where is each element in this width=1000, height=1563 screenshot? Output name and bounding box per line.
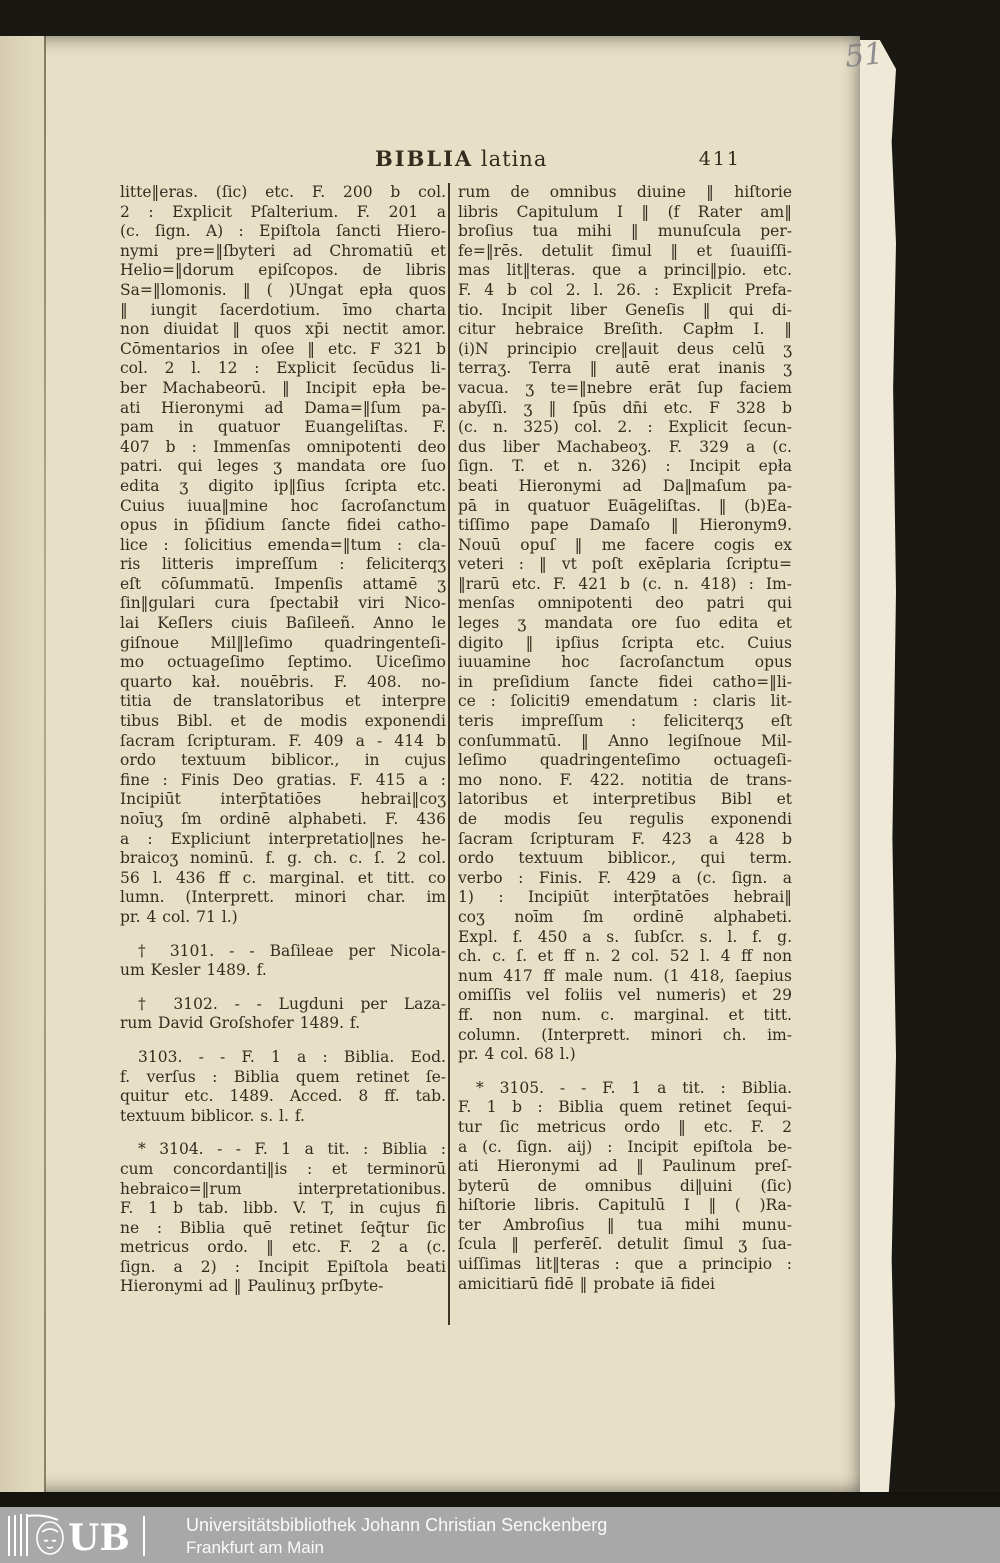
text-line: lice : ſolicitius emenda=‖tum : cla- <box>120 535 446 554</box>
text-line: Incipiūt interp̄tatiōes hebrai‖coʒ <box>120 790 446 809</box>
text-line: menſas omnipotenti deo patri qui <box>458 594 792 613</box>
text-line: ne : Biblia quē retinet ſeq̄tur ſic <box>120 1218 446 1237</box>
footer-bar <box>0 1507 1000 1563</box>
text-line: col. 2 l. 12 : Explicit ſecūdus li- <box>120 359 446 378</box>
text-line: ſacram ſcripturam. F. 409 a - 414 b <box>120 731 446 750</box>
text-line: cum concordanti‖is : et terminorū <box>120 1159 446 1178</box>
text-line: 3103. - - F. 1 a : Biblia. Eod. <box>138 1047 446 1066</box>
paragraph <box>120 1048 446 1126</box>
text-line: hiſtorie libris. Capitulū I ‖ ( )Ra- <box>458 1196 792 1215</box>
text-line: (i)N principio cre‖auit deus celū ʒ <box>458 339 792 358</box>
folio-number: 411 <box>698 148 741 170</box>
text-line: noīuʒ ſm ordinē alphabeti. F. 436 <box>120 810 446 828</box>
text-line: 407 b : Immenſas omnipotenti deo <box>120 437 446 456</box>
text-line: latoribus et interpretibus Bibl et <box>458 790 792 809</box>
text-line: ſin‖gulari cura ſpectabił viri Nico- <box>120 594 446 613</box>
paragraph <box>120 995 446 1034</box>
text-line: iuuamine hoc ſacroſanctum opus <box>458 653 792 672</box>
text-line: rum David Groſshofer 1489. f. <box>120 1014 361 1033</box>
text-line: ſign. a 2) : Incipit Epiſtola beati <box>120 1257 446 1276</box>
paragraph <box>120 1140 446 1297</box>
text-line: Helio=‖dorum epiſcopos. de libris <box>120 261 446 280</box>
text-line: tiſſimo pape Damaſo ‖ Hieronym9. <box>458 516 792 535</box>
text-line: ‖rarū etc. F. 421 b (c. n. 418) : Im- <box>458 574 792 593</box>
text-line: in preſidium ſancte fidei catho=‖li- <box>458 672 792 691</box>
text-line: de modis ſeu regulis exponendi <box>458 810 792 828</box>
text-line: Cuius iuua‖mine hoc ſacroſanctum <box>120 496 446 515</box>
text-line: verbo : Finis. F. 429 a (c. ſign. a <box>458 868 792 887</box>
text-line: leſimo quadringenteſimo octuageſi- <box>458 751 792 770</box>
ub-logo-letters: UB <box>68 1517 130 1558</box>
text-line: dus liber Machabeoʒ. F. 329 a (c. <box>458 437 792 456</box>
paragraph <box>120 942 446 981</box>
text-line: mo octuageſimo ſeptimo. Uiceſimo <box>120 653 446 672</box>
text-line: ff. non num. c. marginal. et titt. <box>458 1005 792 1024</box>
column-divider <box>448 183 450 1325</box>
text-line: um Kesler 1489. f. <box>120 961 267 980</box>
text-line: rum de omnibus diuine ‖ hiſtorie <box>458 183 792 201</box>
text-line: 1) : Incipiūt interp̄tatōes hebrai‖ <box>458 888 792 907</box>
library-name: Universitätsbibliothek Johann Christian Senckenberg <box>186 1515 608 1535</box>
text-line: pr. 4 col. 68 l.) <box>458 1045 576 1064</box>
text-line: * 3104. - - F. 1 a tit. : Biblia : <box>138 1140 446 1159</box>
text-line: ordo textuum biblicor., in cujus <box>120 751 446 770</box>
text-line: tio. Incipit liber Geneſis ‖ qui di- <box>458 300 792 319</box>
ub-library-logo-icon <box>6 1512 176 1558</box>
left-column <box>120 183 446 1333</box>
right-column <box>458 183 792 1333</box>
text-line: mas lit‖teras. que a princi‖pio. etc. <box>458 261 792 280</box>
text-line: quitur etc. 1489. Acced. 8 ff. tab. <box>120 1087 446 1106</box>
text-line: pr. 4 col. 71 l.) <box>120 907 238 926</box>
footer-separator <box>0 1492 1000 1507</box>
text-line: f. verſus : Biblia quem retinet ſe- <box>120 1067 446 1086</box>
text-line: * 3105. - - F. 1 a tit. : Biblia. <box>476 1078 792 1097</box>
text-line: † 3102. - - Lugduni per Laza- <box>138 994 446 1013</box>
text-line: ber Machabeorū. ‖ Incipit epła be- <box>120 378 446 397</box>
text-line: F. 1 b : Biblia quem retinet ſequi- <box>458 1098 792 1117</box>
page-title-sub: latina <box>480 147 548 171</box>
text-line: ordo textuum biblicor., qui term. <box>458 849 792 868</box>
text-line: pā in quatuor Euāgeliſtas. ‖ (b)Ea- <box>458 496 792 515</box>
text-line: litte‖eras. (ſic) etc. F. 200 b col. <box>120 183 446 201</box>
text-line: textuum biblicor. s. l. f. <box>120 1106 305 1125</box>
text-line: tibus Bibl. et de modis exponendi <box>120 712 446 731</box>
text-line: Expl. f. 450 a s. ſubſcr. s. l. f. g. <box>458 927 792 946</box>
text-line: Hieronymi ad ‖ Paulinuʒ prſbyte- <box>120 1277 384 1296</box>
text-line: a (c. ſign. aij) : Incipit epiſtola be- <box>458 1137 792 1156</box>
text-line: abyſſi. ʒ ‖ ſpūs dn̄i etc. F 328 b <box>458 398 792 417</box>
text-line: braicoʒ nominū. f. g. ch. c. ſ. 2 col. <box>120 849 446 868</box>
text-line: hebraico=‖rum interpretationibus. <box>120 1179 446 1198</box>
text-line: ce : ſoliciti9 emendatum : claris lit- <box>458 692 792 711</box>
text-line: a : Expliciunt interpretatio‖nes he- <box>120 829 446 848</box>
text-line: † 3101. - - Baſileae per Nicola- <box>138 941 446 960</box>
page-stack-edge <box>860 40 896 1492</box>
text-line: ſacram ſcripturam F. 423 a 428 b <box>458 829 792 848</box>
footer-text <box>186 1513 607 1559</box>
text-line: ter Ambroſius ‖ tua mihi munu- <box>458 1215 792 1234</box>
text-line: titia de translatoribus et interpre <box>120 692 446 711</box>
text-line: digito ‖ ipſius ſcripta etc. Cuius <box>458 633 792 652</box>
text-line: opus in p̄ſidium ſancte fidei catho- <box>120 516 446 535</box>
text-line: ati Hieronymi ad ‖ Paulinum preſ- <box>458 1157 792 1176</box>
text-line: beati Hieronymi ad Da‖maſum pa- <box>458 476 792 495</box>
paragraph <box>120 183 446 928</box>
text-line: amicitiarū fidē ‖ probate iā fidei <box>458 1274 715 1293</box>
text-line: Cōmentarios in oſee ‖ etc. F 321 b <box>120 339 446 358</box>
text-line: non diuidat ‖ quos xp̄i nectit amor. <box>120 320 446 339</box>
paragraph <box>458 1079 792 1295</box>
text-line: F. 4 b col 2. l. 26. : Explicit Prefa- <box>458 280 792 299</box>
text-line: num 417 ff male num. (1 418, ſaepius <box>458 966 792 985</box>
text-line: column. (Interprett. minori ch. im- <box>458 1025 792 1044</box>
text-line: mo nono. F. 422. notitia de trans- <box>458 770 792 789</box>
text-line: ris litteris impreſſum : feliciterqʒ <box>120 555 446 574</box>
text-line: terraʒ. Terra ‖ autē erat inanis ʒ <box>458 359 792 378</box>
text-line: giſnoue Mil‖leſimo quadringenteſi- <box>120 633 446 652</box>
text-line: Nouū opuſ ‖ me facere cogis ex <box>458 535 792 554</box>
text-line: tur ſic metricus ordo ‖ etc. F. 2 <box>458 1117 792 1136</box>
text-line: 2 : Explicit Pſalterium. F. 201 a <box>120 202 446 221</box>
text-line: veteri : ‖ vt poſt exēplaria ſcriptu= <box>458 555 792 574</box>
text-line: ati Hieronymi ad Dama=‖ſum pa- <box>120 398 446 417</box>
text-line: fe=‖rēs. detulit ſimul ‖ et ſuauiſſi- <box>458 241 792 260</box>
text-line: quarto kał. nouēbris. F. 408. no- <box>120 672 446 691</box>
text-line: ſcula ‖ perferēſ. detulit ſimul ʒ ſua- <box>458 1235 792 1254</box>
text-line: edita ʒ digito ip‖ſius ſcripta etc. <box>120 476 446 495</box>
text-line: uiſſimas lit‖teras : que a principio : <box>458 1255 792 1274</box>
text-line: patri. qui leges ʒ mandata ore ſuo <box>120 457 446 476</box>
text-line: (c. n. 325) col. 2. : Explicit ſecun- <box>458 418 792 437</box>
text-line: F. 1 b tab. libb. V. T, in cujus fi <box>120 1199 446 1218</box>
text-line: fine : Finis Deo gratias. F. 415 a : <box>120 770 446 789</box>
text-line: ch. c. ſ. et ff n. 2 col. 52 l. 4 ff non <box>458 947 792 966</box>
text-line: leges ʒ mandata ore ſuo edita et <box>458 614 792 633</box>
text-line: lumn. (Interprett. minori char. im <box>120 888 446 907</box>
handwritten-folio-number: 51 <box>843 36 885 75</box>
text-line: metricus ordo. ‖ etc. F. 2 a (c. <box>120 1238 446 1257</box>
text-line: omiſſis vel foliis vel numeris) et 29 <box>458 986 792 1005</box>
library-city: Frankfurt am Main <box>186 1538 324 1557</box>
text-line: citur hebraice Breſith. Capłm I. ‖ <box>458 320 792 339</box>
running-head <box>120 146 796 172</box>
text-line: ſign. T. et n. 326) : Incipit epła <box>458 457 792 476</box>
text-line: coʒ noīm ſm ordinē alphabeti. <box>458 907 792 926</box>
text-line: byterū de omnibus di‖uini (ſic) <box>458 1176 792 1195</box>
text-line: Sa=‖lomonis. ‖ ( )Ungat epła quos <box>120 280 446 299</box>
text-line: broſius tua mihi ‖ munuſcula per- <box>458 222 792 241</box>
page-fold-line <box>44 36 46 1492</box>
text-line: vacua. ʒ te=‖nebre erāt ſup faciem <box>458 378 792 397</box>
text-line: teris impreſſum : feliciterqʒ eſt <box>458 712 792 731</box>
text-line: lai Keſlers ciuis Baſileeñ. Anno le <box>120 614 446 633</box>
text-line: eſt cōſummatū. Impenſis attamē ʒ <box>120 574 446 593</box>
text-line: ‖ iungit ſacerdotium. īmo charta <box>120 300 446 319</box>
paragraph <box>458 183 792 1065</box>
text-line: 56 l. 436 ff c. marginal. et titt. co <box>120 868 446 887</box>
binding-gutter <box>0 36 45 1492</box>
text-line: (c. ſign. A) : Epiſtola ſancti Hiero- <box>120 222 446 241</box>
text-line: conſummatū. ‖ Anno legiſnoue Mil- <box>458 731 792 750</box>
text-line: nymi pre=‖ſbyteri ad Chromatiū et <box>120 241 446 260</box>
page-title <box>375 146 547 171</box>
text-line: libris Capitulum I ‖ (f Rater am‖ <box>458 202 792 221</box>
text-line: pam in quatuor Euangeliſtas. F. <box>120 418 446 437</box>
page-title-main: BIBLIA <box>375 146 474 171</box>
